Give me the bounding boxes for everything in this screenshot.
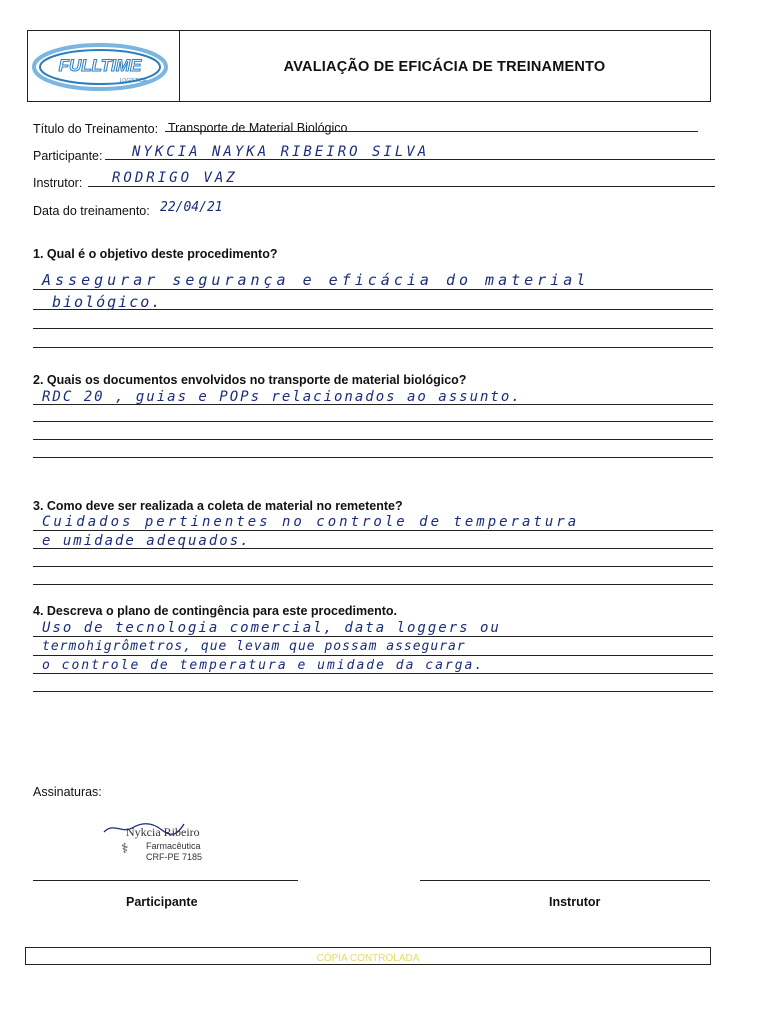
answer-3-line-2: e umidade adequados. xyxy=(42,533,251,549)
logo-text: FULLTIME xyxy=(58,56,142,75)
page-title: AVALIAÇÃO DE EFICÁCIA DE TREINAMENTO xyxy=(283,59,606,75)
answer-1-rule-4 xyxy=(33,347,713,348)
question-2: 2. Quais os documentos envolvidos no transporte de material biológico? xyxy=(33,373,467,387)
answer-2-rule-2 xyxy=(33,421,713,422)
logo-subtext: LOGÍSTICA xyxy=(119,78,147,84)
answer-3-rule-2 xyxy=(33,548,713,549)
answer-1-rule-1 xyxy=(33,289,713,290)
training-title-label: Título do Treinamento: xyxy=(33,122,159,136)
answer-2-rule-3 xyxy=(33,439,713,440)
answer-1-rule-3 xyxy=(33,328,713,329)
participant-stamp xyxy=(100,818,240,868)
instructor-label: Instrutor: xyxy=(33,176,83,190)
answer-3-line-1: Cuidados pertinentes no controle de temperatura xyxy=(42,514,580,530)
controlled-copy-watermark: CÓPIA CONTROLADA xyxy=(316,953,420,964)
footer-box xyxy=(25,947,711,965)
question-1: 1. Qual é o objetivo deste procedimento? xyxy=(33,247,278,261)
answer-2-rule-4 xyxy=(33,457,713,458)
participant-signature-label: Participante xyxy=(126,895,198,909)
answer-4-line-1: Uso de tecnologia comercial, data loggers ou xyxy=(42,620,501,636)
answer-4-rule-4 xyxy=(33,691,713,692)
participant-rule xyxy=(105,159,715,160)
date-label: Data do treinamento: xyxy=(33,204,150,218)
instructor-signature-label: Instrutor xyxy=(549,895,601,909)
training-title-rule xyxy=(165,131,698,132)
instructor-signature-line xyxy=(420,880,710,881)
instructor-rule xyxy=(88,186,715,187)
question-4: 4. Descreva o plano de contingência para este procedimento. xyxy=(33,604,398,618)
answer-3-rule-3 xyxy=(33,566,713,567)
participant-signature-line xyxy=(33,880,298,881)
question-3: 3. Como deve ser realizada a coleta de material no remetente? xyxy=(33,499,403,513)
logo-cell xyxy=(28,31,180,101)
participant-label: Participante: xyxy=(33,149,103,163)
participant-value: NYKCIA NAYKA RIBEIRO SILVA xyxy=(132,144,430,160)
answer-1-rule-2 xyxy=(33,309,713,310)
answer-2-rule-1 xyxy=(33,404,713,405)
answer-4-line-2: termohigrômetros, que levam que possam assegurar xyxy=(42,639,466,654)
answer-1-line-2: biológico. xyxy=(52,293,163,311)
date-value: 22/04/21 xyxy=(160,200,223,215)
company-logo xyxy=(28,31,178,101)
answer-2-line-1: RDC 20 , guias e POPs relacionados ao assunto. xyxy=(42,389,522,405)
answer-4-rule-1 xyxy=(33,636,713,637)
caduceus-icon: ⚕ xyxy=(121,840,129,856)
answer-3-rule-1 xyxy=(33,530,713,531)
answer-4-rule-2 xyxy=(33,655,713,656)
stamp-name: Nykcia Ribeiro xyxy=(126,825,200,839)
training-title-value: Transporte de Material Biológico xyxy=(168,121,348,135)
header-box xyxy=(27,30,711,102)
instructor-value: RODRIGO VAZ xyxy=(112,170,238,186)
signatures-heading: Assinaturas: xyxy=(33,785,102,799)
answer-3-rule-4 xyxy=(33,584,713,585)
answer-4-rule-3 xyxy=(33,673,713,674)
stamp-role: Farmacêutica xyxy=(146,841,201,851)
answer-1-line-1: Assegurar segurança e eficácia do material xyxy=(42,271,590,289)
answer-4-line-3: o controle de temperatura e umidade da carga. xyxy=(42,658,485,673)
stamp-registration: CRF-PE 7185 xyxy=(146,852,203,862)
